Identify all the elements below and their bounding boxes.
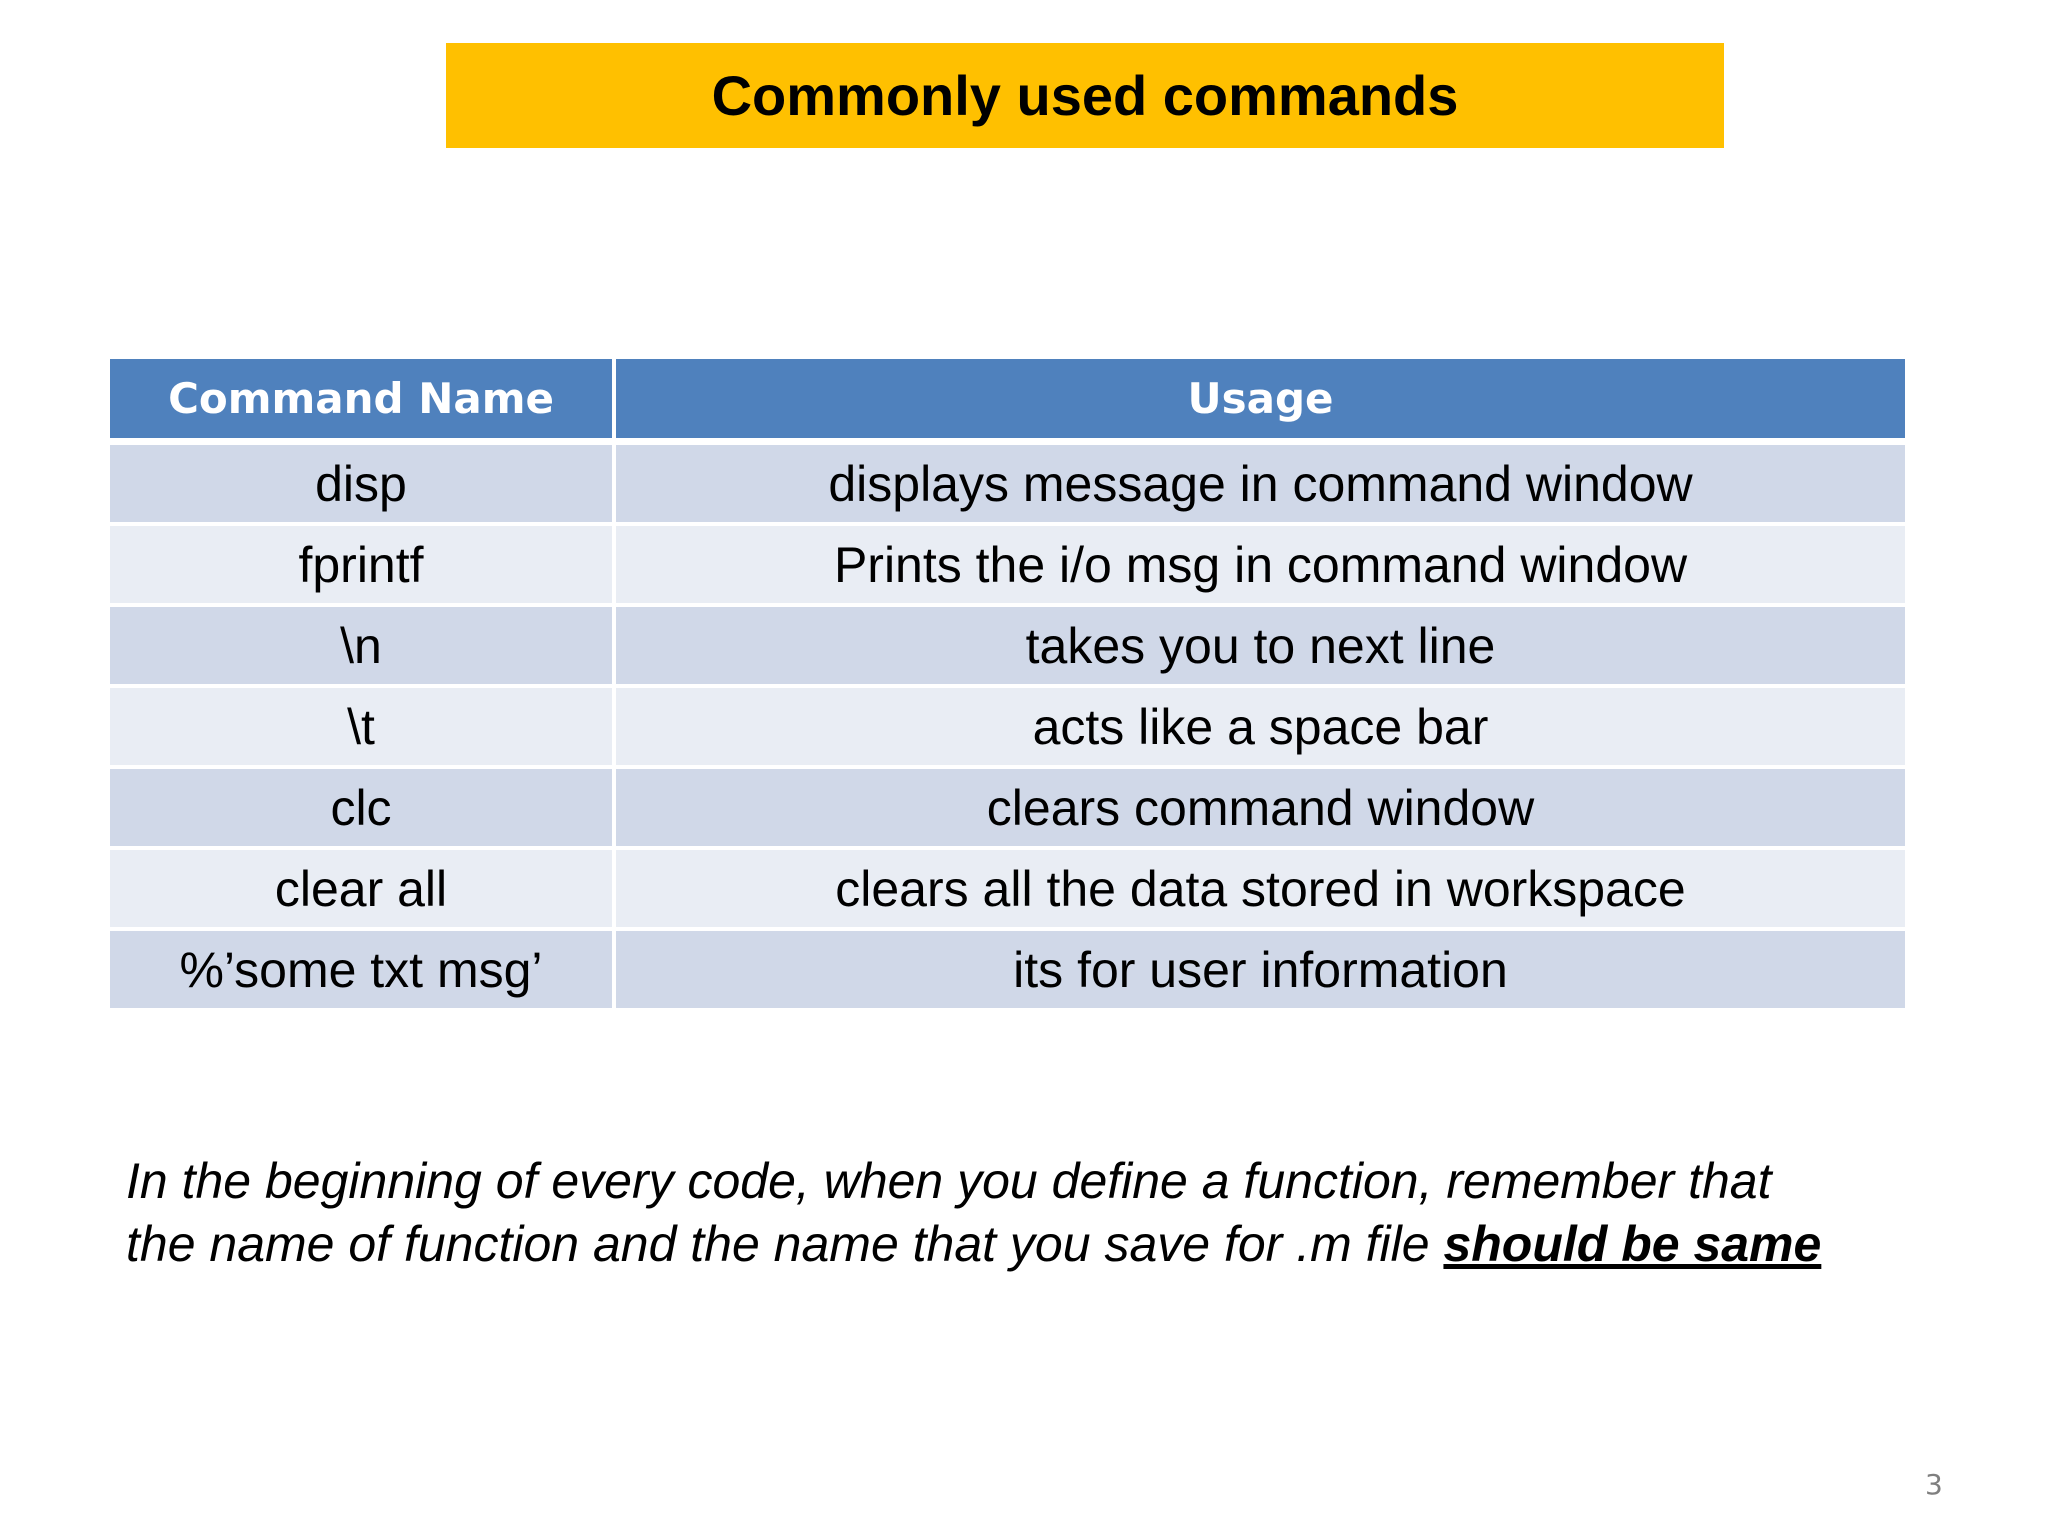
header-usage: Usage: [614, 357, 1907, 442]
note-line-2: the name of function and the name that you save for .m file: [126, 1216, 1444, 1272]
usage-cell: its for user information: [614, 929, 1907, 1010]
table-row: [108, 848, 1907, 929]
usage-cell: clears command window: [614, 767, 1907, 848]
command-cell: \n: [108, 605, 614, 686]
usage-cell: displays message in command window: [614, 442, 1907, 525]
command-cell: %’some txt msg’: [108, 929, 614, 1010]
commands-table: [106, 355, 1909, 1012]
command-cell: \t: [108, 686, 614, 767]
table-row: [108, 929, 1907, 1010]
usage-cell: acts like a space bar: [614, 686, 1907, 767]
usage-cell: Prints the i/o msg in command window: [614, 524, 1907, 605]
function-name-note: [126, 1150, 1986, 1276]
table-header-row: [108, 357, 1907, 442]
note-line-1: In the beginning of every code, when you define a function, remember that: [126, 1153, 1772, 1209]
usage-cell: takes you to next line: [614, 605, 1907, 686]
slide-title: Commonly used commands: [711, 63, 1459, 127]
command-cell: clc: [108, 767, 614, 848]
page-number: 3: [1925, 1468, 1943, 1501]
table-row: [108, 767, 1907, 848]
header-command-name: Command Name: [108, 357, 614, 442]
command-cell: clear all: [108, 848, 614, 929]
table-row: [108, 605, 1907, 686]
table-row: [108, 442, 1907, 525]
title-banner: [446, 43, 1724, 148]
table-row: [108, 686, 1907, 767]
usage-cell: clears all the data stored in workspace: [614, 848, 1907, 929]
command-cell: fprintf: [108, 524, 614, 605]
note-emphasis: should be same: [1443, 1216, 1822, 1272]
table-row: [108, 524, 1907, 605]
command-cell: disp: [108, 442, 614, 525]
